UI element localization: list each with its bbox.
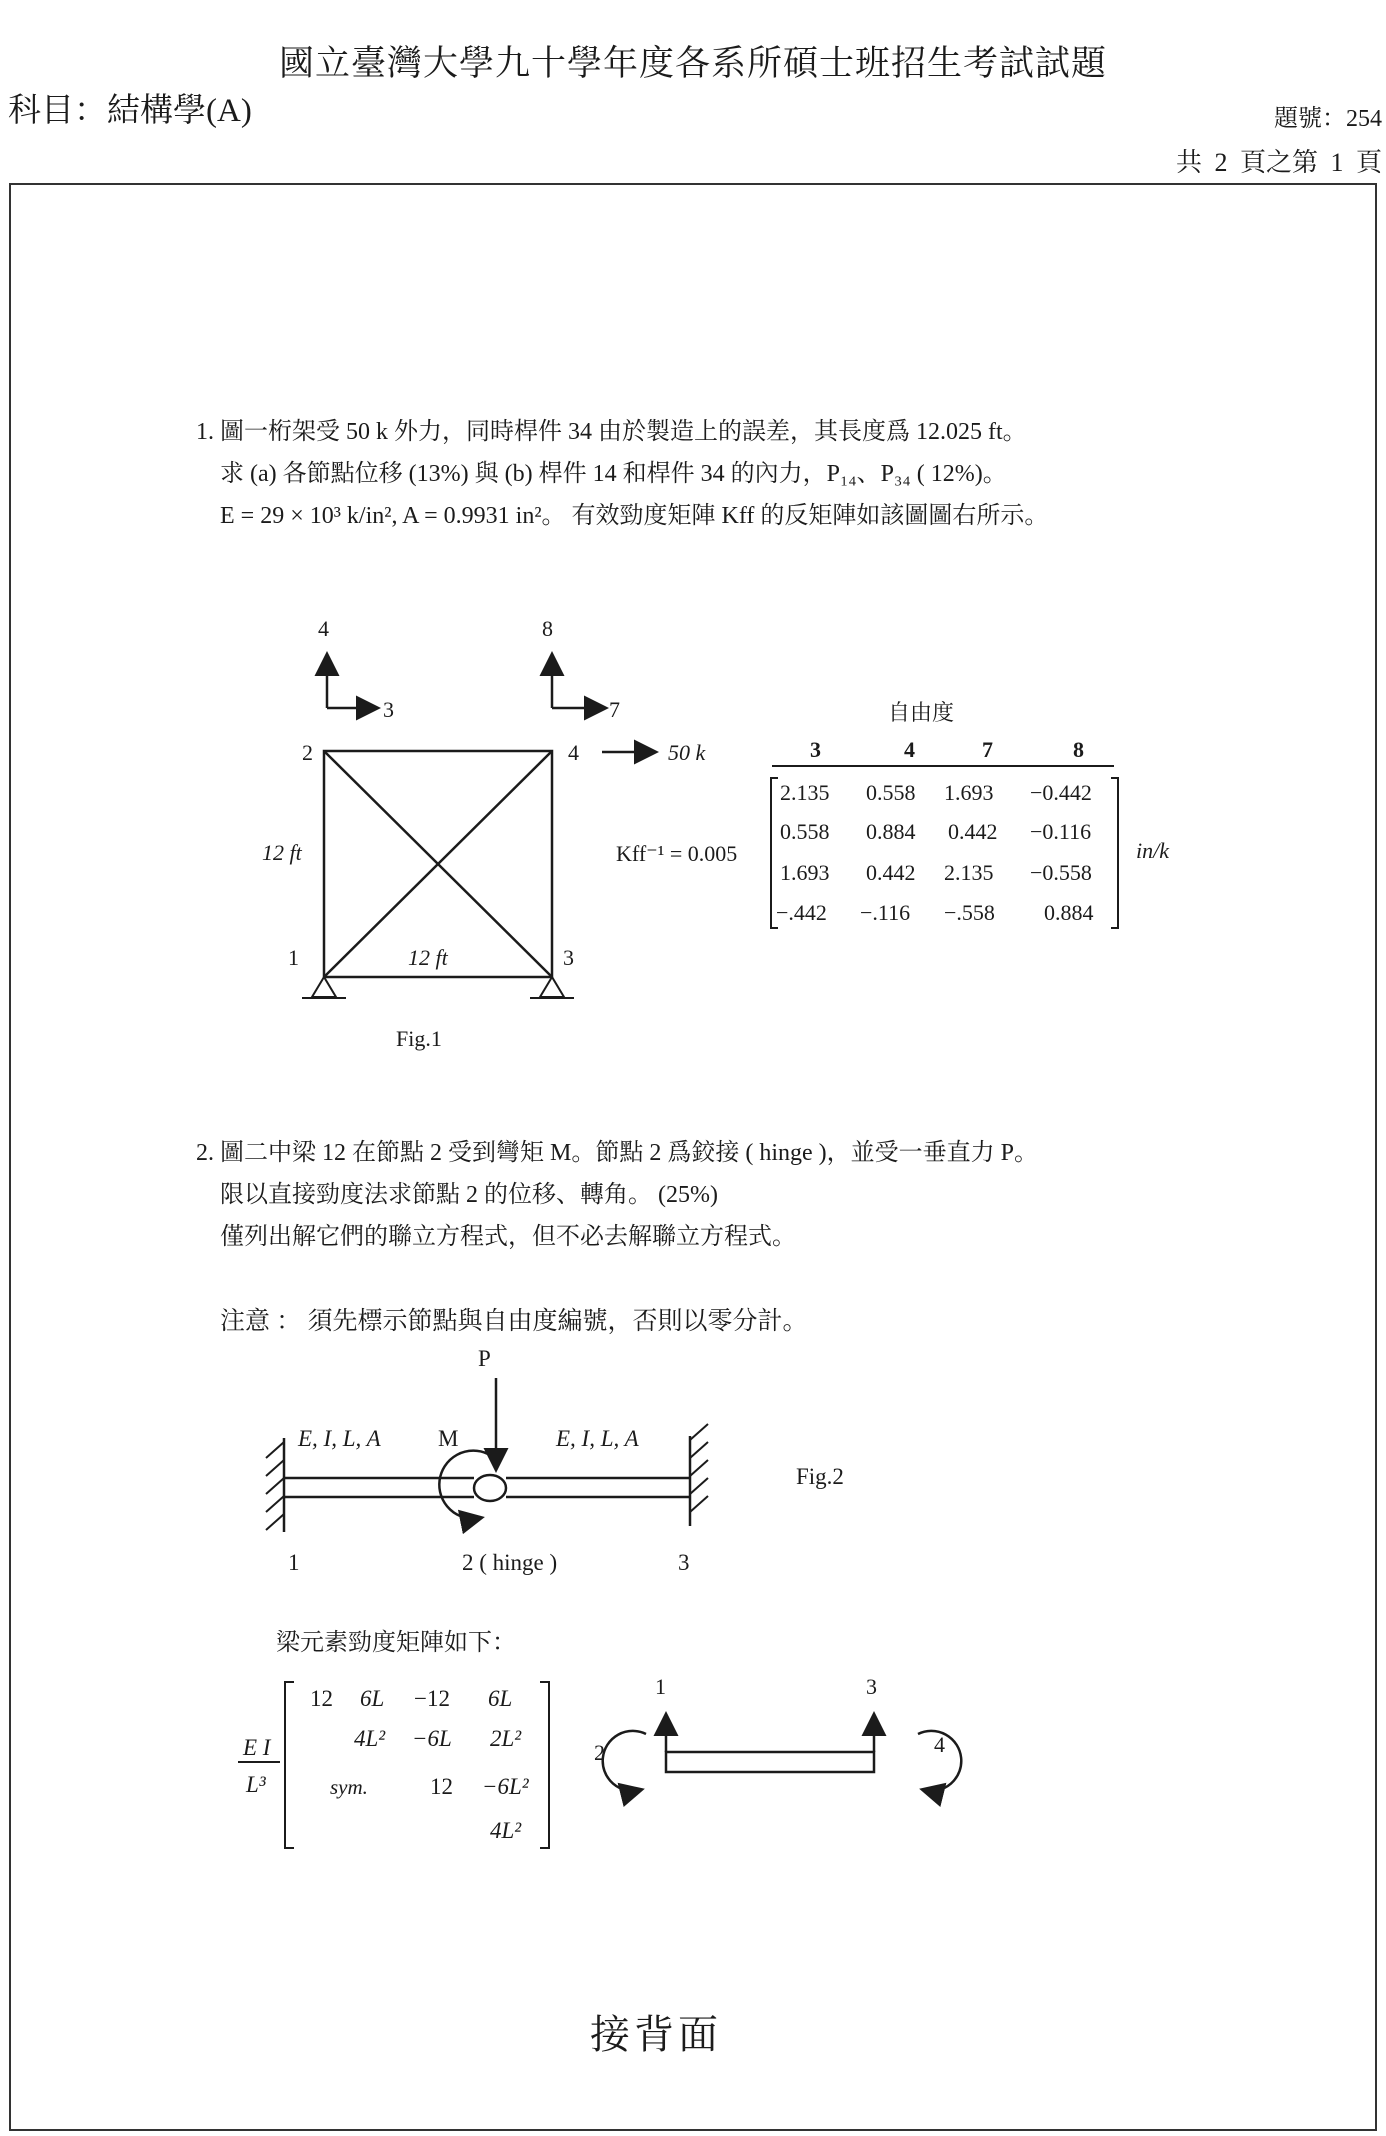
dof-label-7: 7 xyxy=(609,697,620,722)
q2-line-2: 限以直接勁度法求節點 2 的位移、轉角。 (25%) xyxy=(220,1182,718,1208)
svg-text:2.135: 2.135 xyxy=(780,780,830,805)
pin-support-1 xyxy=(312,977,336,997)
beam-stiffness-matrix xyxy=(238,1682,549,1848)
matrix-row-4 xyxy=(776,900,1094,925)
continue-on-back: 接背面 xyxy=(590,2012,722,2058)
node-1-label: 1 xyxy=(288,1550,300,1575)
node-3-label: 3 xyxy=(678,1550,690,1575)
svg-text:−.558: −.558 xyxy=(944,900,995,925)
matrix-row-1 xyxy=(780,780,1092,805)
svg-text:6L: 6L xyxy=(488,1686,513,1711)
page-info: 共 2 頁之第 1 頁 xyxy=(1175,148,1382,177)
fig1-truss xyxy=(324,751,552,977)
matrix-dof-title: 自由度 xyxy=(888,700,955,725)
kff-inverse-matrix xyxy=(616,700,1170,928)
moment-M-arrow xyxy=(439,1451,488,1519)
beam-element-dof-sketch xyxy=(603,1716,962,1791)
matrix-unit: in/k xyxy=(1136,838,1169,863)
svg-text:−6L: −6L xyxy=(412,1726,452,1751)
beam-matrix-title: 梁元素勁度矩陣如下： xyxy=(276,1630,516,1656)
node-label-1: 1 xyxy=(288,945,299,970)
q2-line-1: 2. 圖二中梁 12 在節點 2 受到彎矩 M。節點 2 爲鉸接 ( hinge )，並受一垂直力 P。 xyxy=(196,1140,1038,1166)
svg-text:0.884: 0.884 xyxy=(866,819,916,844)
subject-label: 科目：結構學(A) xyxy=(8,93,252,129)
svg-text:−12: −12 xyxy=(414,1686,450,1711)
svg-text:1: 1 xyxy=(655,1674,666,1699)
svg-text:2L²: 2L² xyxy=(490,1726,522,1751)
svg-text:6L: 6L xyxy=(360,1686,385,1711)
exam-title: 國立臺灣大學九十學年度各系所碩士班招生考試試題 xyxy=(278,44,1107,83)
matrix-lhs: Kff⁻¹ = 0.005 xyxy=(616,841,738,866)
svg-text:4: 4 xyxy=(934,1732,945,1757)
svg-text:0.884: 0.884 xyxy=(1044,900,1094,925)
dim-vertical-label: 12 ft xyxy=(262,840,302,865)
svg-text:2: 2 xyxy=(594,1740,605,1765)
pin-support-3 xyxy=(540,977,564,997)
svg-text:−6L²: −6L² xyxy=(482,1774,529,1799)
node-label-3: 3 xyxy=(563,945,574,970)
q1-line-3: E = 29 × 10³ k/in², A = 0.9931 in²。 有效勁度矩陣 Kff 的反矩陣如該圖圖右所示。 xyxy=(220,503,1049,529)
svg-text:−.442: −.442 xyxy=(776,900,827,925)
factor-numerator: E I xyxy=(243,1735,271,1760)
svg-text:−0.442: −0.442 xyxy=(1030,780,1092,805)
fig1-dof-arrows xyxy=(327,656,654,752)
svg-text:sym.: sym. xyxy=(330,1775,368,1799)
matrix-col-3: 3 xyxy=(810,737,821,762)
left-props-label: E, I, L, A xyxy=(298,1426,381,1451)
matrix-col-7: 7 xyxy=(982,737,993,762)
q1-line-2: 求 (a) 各節點位移 (13%) 與 (b) 桿件 14 和桿件 34 的內力，P₁₄、P₃₄ ( 12%)。 xyxy=(220,461,1007,487)
svg-text:2.135: 2.135 xyxy=(944,860,994,885)
dim-horizontal-label: 12 ft xyxy=(408,945,448,970)
node-label-4: 4 xyxy=(568,740,579,765)
svg-text:0.558: 0.558 xyxy=(866,780,916,805)
load-label: 50 k xyxy=(668,740,706,765)
beam-matrix-left-bracket xyxy=(285,1682,294,1848)
grading-note: 注意 ： 須先標示節點與自由度編號，否則以零分計。 xyxy=(220,1308,808,1335)
q1-line-1: 1. 圖一桁架受 50 k 外力，同時桿件 34 由於製造上的誤差，其長度爲 12.025 ft。 xyxy=(196,419,1027,445)
svg-text:1.693: 1.693 xyxy=(944,780,994,805)
node-label-2: 2 xyxy=(302,740,313,765)
svg-text:−.116: −.116 xyxy=(860,900,911,925)
svg-text:12: 12 xyxy=(310,1686,333,1711)
svg-text:0.442: 0.442 xyxy=(948,819,998,844)
fig2-beam xyxy=(266,1378,708,1532)
matrix-row-3 xyxy=(780,860,1092,885)
matrix-row-2 xyxy=(780,819,1091,844)
moment-M-label: M xyxy=(438,1426,459,1451)
load-P-label: P xyxy=(478,1346,491,1371)
svg-text:12: 12 xyxy=(430,1774,453,1799)
svg-text:4L²: 4L² xyxy=(354,1726,386,1751)
dof-label-3: 3 xyxy=(383,697,394,722)
beam-matrix-right-bracket xyxy=(540,1682,549,1848)
right-props-label: E, I, L, A xyxy=(556,1426,639,1451)
dof-2-rotation xyxy=(603,1731,646,1791)
fig2-caption: Fig.2 xyxy=(796,1464,844,1489)
svg-text:3: 3 xyxy=(866,1674,877,1699)
matrix-col-8: 8 xyxy=(1073,737,1084,762)
fig1-caption: Fig.1 xyxy=(396,1026,442,1051)
node-2-label: 2 ( hinge ) xyxy=(462,1550,558,1575)
dof-label-8: 8 xyxy=(542,616,553,641)
fig1-supports xyxy=(302,977,574,998)
svg-text:−0.558: −0.558 xyxy=(1030,860,1092,885)
q2-line-3: 僅列出解它們的聯立方程式，但不必去解聯立方程式。 xyxy=(220,1224,796,1250)
hinge-circle xyxy=(474,1475,506,1501)
fig2-labels xyxy=(288,1346,844,1575)
factor-denominator: L³ xyxy=(246,1772,266,1797)
question-number: 題號：254 xyxy=(1274,106,1382,132)
svg-text:0.558: 0.558 xyxy=(780,819,830,844)
svg-text:0.442: 0.442 xyxy=(866,860,916,885)
matrix-right-bracket xyxy=(1111,778,1118,928)
svg-text:1.693: 1.693 xyxy=(780,860,830,885)
matrix-col-4: 4 xyxy=(904,737,915,762)
svg-text:−0.116: −0.116 xyxy=(1030,819,1092,844)
beam-element xyxy=(666,1752,874,1772)
dof-label-4: 4 xyxy=(318,616,329,641)
svg-text:4L²: 4L² xyxy=(490,1818,522,1843)
